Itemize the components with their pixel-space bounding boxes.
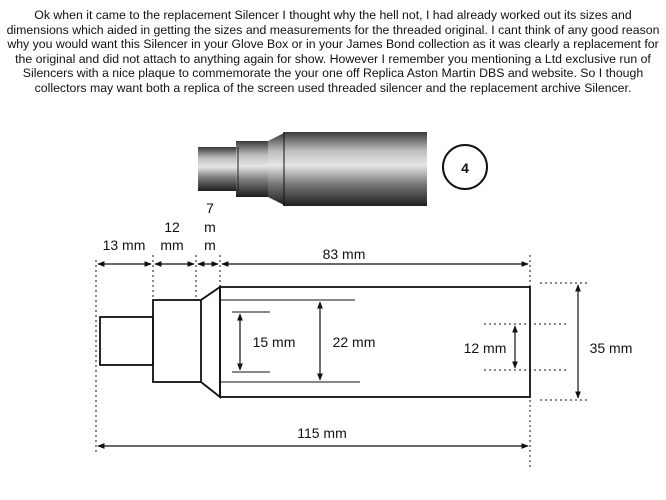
label-middle-length-unit: mm — [160, 237, 184, 253]
figure-number: 4 — [461, 160, 469, 176]
label-middle-length-num: 12 — [164, 219, 180, 235]
figure-number-badge — [443, 145, 487, 189]
label-taper-num: 7 — [206, 200, 214, 216]
label-body-length: 83 mm — [322, 246, 366, 262]
label-body-diameter: 35 mm — [589, 340, 633, 356]
intro-paragraph: Ok when it came to the replacement Silencer I thought why the hell not, I had already worked out its sizes and dimensions which aided in getting the sizes and measurements for the threaded original. I cant think of any good reason why you would want this Silencer in your Glove Box or in your James Bond collection as it was clearly a replacement for the original and did not attach to anything again for show. However I remember you mentioning a Ltd exclusive run of Silencers with a nice plaque to commemorate the your one off Replica Aston Martin DBS and website. So I though collectors may want both a replica of the screen used threaded silencer and the replacement archive Silencer. — [6, 8, 660, 95]
label-total-length: 115 mm — [297, 425, 347, 441]
label-middle-diameter: 22 mm — [332, 334, 376, 350]
silencer-photo — [198, 132, 427, 206]
dimension-labels — [103, 200, 633, 441]
label-taper-m2: m — [204, 237, 216, 253]
label-taper-m1: m — [204, 219, 216, 235]
label-thread-length: 13 mm — [102, 237, 146, 253]
label-small-diameter: 15 mm — [252, 334, 296, 350]
label-bore-diameter: 12 mm — [463, 340, 507, 356]
